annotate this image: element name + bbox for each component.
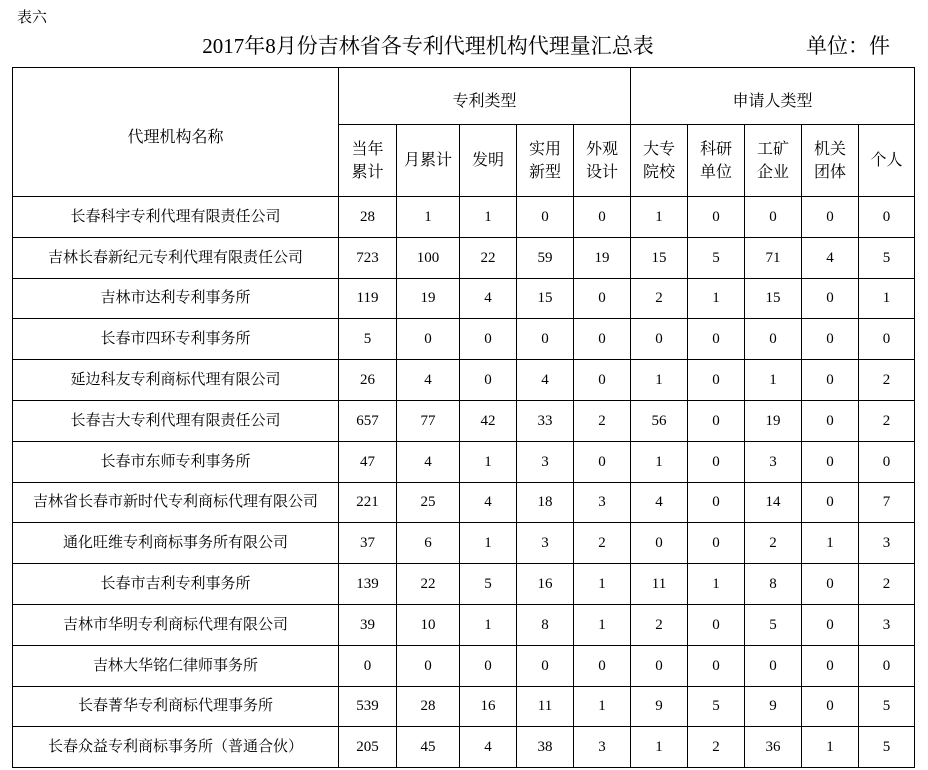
table-row [13, 319, 915, 360]
group-header-row [13, 68, 915, 125]
value-cell: 5 [339, 319, 397, 360]
value-cell: 18 [517, 482, 574, 523]
value-cell: 1 [574, 686, 631, 727]
value-cell: 5 [688, 237, 745, 278]
value-cell: 11 [631, 564, 688, 605]
value-cell: 37 [339, 523, 397, 564]
value-cell: 0 [802, 197, 859, 238]
value-cell: 1 [631, 197, 688, 238]
value-cell: 0 [688, 482, 745, 523]
value-cell: 1 [802, 727, 859, 768]
table-row [13, 727, 915, 768]
value-cell: 0 [574, 360, 631, 401]
value-cell: 4 [517, 360, 574, 401]
value-cell: 119 [339, 278, 397, 319]
agency-name-cell: 长春众益专利商标事务所（普通合伙） [13, 727, 339, 768]
agency-name-cell: 吉林大华铭仁律师事务所 [13, 645, 339, 686]
value-cell: 42 [460, 400, 517, 441]
table-row [13, 482, 915, 523]
value-cell: 0 [859, 319, 915, 360]
table-row [13, 400, 915, 441]
value-cell: 0 [802, 564, 859, 605]
table-row [13, 197, 915, 238]
value-cell: 3 [574, 727, 631, 768]
value-cell: 4 [802, 237, 859, 278]
value-cell: 5 [745, 604, 802, 645]
value-cell: 22 [460, 237, 517, 278]
value-cell: 0 [397, 645, 460, 686]
value-cell: 0 [802, 360, 859, 401]
value-cell: 1 [859, 278, 915, 319]
table-row [13, 564, 915, 605]
column-header: 发明 [460, 125, 517, 197]
column-header: 大专 院校 [631, 125, 688, 197]
value-cell: 205 [339, 727, 397, 768]
value-cell: 28 [339, 197, 397, 238]
column-header: 工矿 企业 [745, 125, 802, 197]
value-cell: 0 [688, 604, 745, 645]
value-cell: 5 [688, 686, 745, 727]
value-cell: 2 [574, 400, 631, 441]
value-cell: 4 [631, 482, 688, 523]
value-cell: 0 [802, 278, 859, 319]
value-cell: 2 [745, 523, 802, 564]
value-cell: 1 [574, 564, 631, 605]
value-cell: 0 [460, 360, 517, 401]
value-cell: 0 [745, 319, 802, 360]
table-row [13, 523, 915, 564]
value-cell: 6 [397, 523, 460, 564]
value-cell: 100 [397, 237, 460, 278]
agency-name-cell: 延边科友专利商标代理有限公司 [13, 360, 339, 401]
value-cell: 8 [745, 564, 802, 605]
value-cell: 1 [631, 360, 688, 401]
value-cell: 0 [517, 197, 574, 238]
agency-name-cell: 吉林市华明专利商标代理有限公司 [13, 604, 339, 645]
value-cell: 0 [688, 441, 745, 482]
agency-name-cell: 吉林市达利专利事务所 [13, 278, 339, 319]
document-title: 2017年8月份吉林省各专利代理机构代理量汇总表 [202, 34, 654, 58]
value-cell: 59 [517, 237, 574, 278]
value-cell: 0 [859, 197, 915, 238]
value-cell: 0 [688, 645, 745, 686]
value-cell: 28 [397, 686, 460, 727]
patent-type-group-header: 专利类型 [339, 68, 631, 125]
value-cell: 2 [859, 360, 915, 401]
value-cell: 139 [339, 564, 397, 605]
value-cell: 71 [745, 237, 802, 278]
value-cell: 0 [339, 645, 397, 686]
agency-name-cell: 吉林长春新纪元专利代理有限责任公司 [13, 237, 339, 278]
value-cell: 0 [688, 400, 745, 441]
value-cell: 0 [574, 441, 631, 482]
value-cell: 0 [397, 319, 460, 360]
value-cell: 9 [631, 686, 688, 727]
value-cell: 539 [339, 686, 397, 727]
agency-summary-table [12, 67, 915, 768]
value-cell: 0 [802, 400, 859, 441]
value-cell: 0 [517, 319, 574, 360]
value-cell: 0 [688, 319, 745, 360]
value-cell: 2 [859, 400, 915, 441]
column-header: 当年 累计 [339, 125, 397, 197]
agency-name-cell: 吉林省长春市新时代专利商标代理有限公司 [13, 482, 339, 523]
column-header: 外观 设计 [574, 125, 631, 197]
value-cell: 33 [517, 400, 574, 441]
value-cell: 1 [745, 360, 802, 401]
value-cell: 0 [802, 604, 859, 645]
value-cell: 0 [802, 319, 859, 360]
value-cell: 4 [460, 727, 517, 768]
value-cell: 10 [397, 604, 460, 645]
value-cell: 14 [745, 482, 802, 523]
value-cell: 0 [631, 645, 688, 686]
value-cell: 0 [574, 278, 631, 319]
value-cell: 15 [745, 278, 802, 319]
value-cell: 0 [802, 645, 859, 686]
agency-name-cell: 长春市吉利专利事务所 [13, 564, 339, 605]
value-cell: 0 [802, 686, 859, 727]
applicant-type-group-header: 申请人类型 [631, 68, 915, 125]
value-cell: 22 [397, 564, 460, 605]
table-row [13, 441, 915, 482]
value-cell: 0 [517, 645, 574, 686]
value-cell: 1 [460, 197, 517, 238]
agency-name-cell: 长春菁华专利商标代理事务所 [13, 686, 339, 727]
value-cell: 1 [460, 523, 517, 564]
value-cell: 3 [859, 604, 915, 645]
value-cell: 19 [574, 237, 631, 278]
value-cell: 47 [339, 441, 397, 482]
agency-name-cell: 长春吉大专利代理有限责任公司 [13, 400, 339, 441]
value-cell: 221 [339, 482, 397, 523]
table-row [13, 278, 915, 319]
value-cell: 3 [745, 441, 802, 482]
agency-name-cell: 通化旺维专利商标事务所有限公司 [13, 523, 339, 564]
column-header: 月累计 [397, 125, 460, 197]
value-cell: 0 [859, 441, 915, 482]
value-cell: 1 [574, 604, 631, 645]
value-cell: 77 [397, 400, 460, 441]
value-cell: 2 [631, 604, 688, 645]
value-cell: 2 [859, 564, 915, 605]
value-cell: 0 [745, 197, 802, 238]
value-cell: 657 [339, 400, 397, 441]
value-cell: 38 [517, 727, 574, 768]
value-cell: 0 [460, 645, 517, 686]
column-header: 个人 [859, 125, 915, 197]
value-cell: 15 [517, 278, 574, 319]
table-body [13, 197, 915, 768]
table-row [13, 686, 915, 727]
table-row [13, 237, 915, 278]
value-cell: 4 [397, 360, 460, 401]
value-cell: 3 [517, 441, 574, 482]
value-cell: 1 [802, 523, 859, 564]
value-cell: 3 [517, 523, 574, 564]
value-cell: 5 [859, 686, 915, 727]
value-cell: 1 [631, 727, 688, 768]
table-number-label: 表六 [17, 10, 48, 26]
value-cell: 1 [460, 441, 517, 482]
value-cell: 2 [688, 727, 745, 768]
value-cell: 0 [574, 319, 631, 360]
value-cell: 19 [397, 278, 460, 319]
table-row [13, 645, 915, 686]
table-row [13, 360, 915, 401]
value-cell: 16 [517, 564, 574, 605]
value-cell: 0 [859, 645, 915, 686]
column-header: 实用 新型 [517, 125, 574, 197]
agency-name-cell: 长春市东师专利事务所 [13, 441, 339, 482]
value-cell: 39 [339, 604, 397, 645]
value-cell: 16 [460, 686, 517, 727]
value-cell: 1 [460, 604, 517, 645]
value-cell: 1 [397, 197, 460, 238]
table-row [13, 604, 915, 645]
column-header: 机关 团体 [802, 125, 859, 197]
value-cell: 19 [745, 400, 802, 441]
value-cell: 4 [397, 441, 460, 482]
value-cell: 36 [745, 727, 802, 768]
value-cell: 7 [859, 482, 915, 523]
value-cell: 0 [460, 319, 517, 360]
value-cell: 9 [745, 686, 802, 727]
value-cell: 3 [574, 482, 631, 523]
unit-label: 单位：件 [806, 34, 890, 58]
agency-name-cell: 长春市四环专利事务所 [13, 319, 339, 360]
value-cell: 2 [631, 278, 688, 319]
value-cell: 1 [688, 564, 745, 605]
value-cell: 25 [397, 482, 460, 523]
agency-name-cell: 长春科宇专利代理有限责任公司 [13, 197, 339, 238]
value-cell: 0 [688, 523, 745, 564]
value-cell: 11 [517, 686, 574, 727]
agency-name-header: 代理机构名称 [13, 68, 339, 197]
value-cell: 4 [460, 482, 517, 523]
value-cell: 8 [517, 604, 574, 645]
value-cell: 5 [859, 237, 915, 278]
value-cell: 0 [574, 197, 631, 238]
value-cell: 0 [574, 645, 631, 686]
value-cell: 1 [631, 441, 688, 482]
value-cell: 56 [631, 400, 688, 441]
value-cell: 4 [460, 278, 517, 319]
value-cell: 45 [397, 727, 460, 768]
value-cell: 0 [802, 441, 859, 482]
column-header: 科研 单位 [688, 125, 745, 197]
value-cell: 1 [688, 278, 745, 319]
value-cell: 0 [688, 197, 745, 238]
value-cell: 723 [339, 237, 397, 278]
value-cell: 5 [859, 727, 915, 768]
value-cell: 0 [802, 482, 859, 523]
value-cell: 5 [460, 564, 517, 605]
value-cell: 0 [745, 645, 802, 686]
value-cell: 3 [859, 523, 915, 564]
value-cell: 0 [688, 360, 745, 401]
value-cell: 2 [574, 523, 631, 564]
value-cell: 0 [631, 319, 688, 360]
value-cell: 15 [631, 237, 688, 278]
value-cell: 26 [339, 360, 397, 401]
value-cell: 0 [631, 523, 688, 564]
